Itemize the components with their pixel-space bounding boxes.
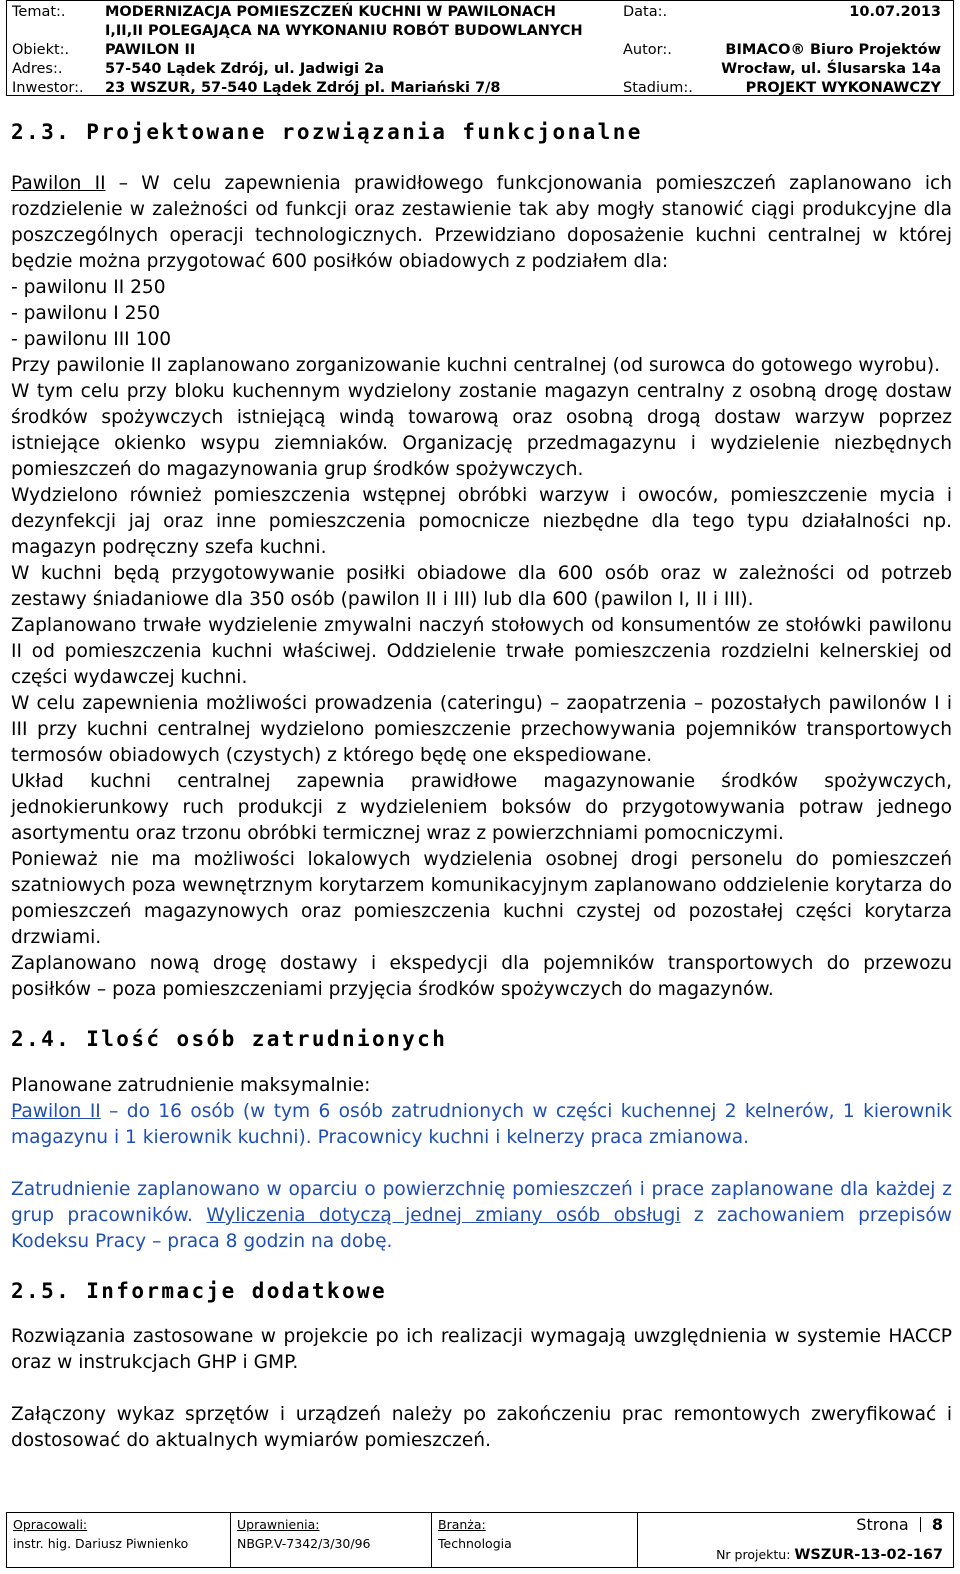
page-number: [856, 1515, 943, 1535]
project-number: [716, 1546, 943, 1564]
paragraph: Układ kuchni centralnej zapewnia prawidłowe magazynowanie środków spożywczych, jednokierunkowy ruch produkcji z wydzieleniem boksów do przygotowywania potraw jednego asortymentu oraz trzonu obróbki termicznej wraz z powierzchniami pomocniczymi.: [11, 771, 952, 844]
pawilon-ii-label: Pawilon II: [11, 173, 106, 194]
project-number-label: Nr projektu:: [716, 1547, 791, 1562]
document-body: [11, 118, 952, 1454]
autor-value-line2: Wrocław, ul. Ślusarska 14a: [721, 61, 941, 77]
section-heading-2-5: 2.5. Informacje dodatkowe: [11, 1279, 388, 1303]
inwestor-label: Inwestor:.: [12, 80, 84, 96]
list-item: - pawilonu I 250: [11, 303, 161, 324]
document-header: [6, 0, 954, 96]
document-footer: [6, 1512, 954, 1568]
inwestor-value: 23 WSZUR, 57-540 Lądek Zdrój pl. Mariański 7/8: [105, 80, 501, 96]
opracowal-value: instr. hig. Dariusz Piwnienko: [13, 1536, 189, 1551]
obiekt-label: Obiekt:.: [12, 42, 70, 58]
list-item: - pawilonu II 250: [11, 277, 166, 298]
stadium-label: Stadium:.: [623, 80, 693, 96]
paragraph: Zaplanowano nową drogę dostawy i ekspedycji dla pojemników transportowych do przewozu posiłków – poza pomieszczeniami przyjęcia środków spożywczych do magazynów.: [11, 953, 952, 1000]
autor-value-line1: BIMACO® Biuro Projektów: [725, 42, 941, 58]
obiekt-value: PAWILON II: [105, 42, 196, 58]
list-item: - pawilonu III 100: [11, 329, 172, 350]
paragraph: W kuchni będą przygotowywanie posiłki obiadowe dla 600 osób oraz w zależności od potrzeb zestawy śniadaniowe dla 350 osób (pawilon II i III) lub dla 600 (pawilon I, II i III).: [11, 563, 952, 610]
staffing-text-a: Zatrudnienie zaplanowano w oparciu o powierzchnię pomieszczeń i prace zaplanowane dla każdej z grup pracowników.: [11, 1179, 952, 1226]
temat-label: Temat:.: [12, 4, 66, 20]
paragraph: Planowane zatrudnienie maksymalnie:: [11, 1075, 371, 1096]
section-heading-2-4: 2.4. Ilość osób zatrudnionych: [11, 1027, 448, 1051]
paragraph-intro-text: – W celu zapewnienia prawidłowego funkcjonowania pomieszczeń zaplanowano ich rozdzielenie w zależności od funkcji oraz zestawienie tak aby mogły stanowić ciągi produkcyjne dla poszczególnych operacji technologicznych. Przewidziano doposażenie kuchni centralnej w której będzie można przygotować 600 posiłków obiadowych z podziałem dla:: [11, 173, 952, 272]
paragraph-staffing-basis: [11, 1177, 952, 1255]
data-label: Data:.: [623, 4, 668, 20]
paragraph-staff: [11, 1099, 952, 1151]
branza-value: Technologia: [438, 1536, 512, 1551]
paragraph-staff-text: – do 16 osób (w tym 6 osób zatrudnionych w części kuchennej 2 kelnerów, 1 kierownik magazynu i 1 kierownik kuchni). Pracownicy kuchni i kelnerzy praca zmianowa.: [11, 1101, 952, 1148]
paragraph: Rozwiązania zastosowane w projekcie po ich realizacji wymagają uwzględnienia w systemie HACCP oraz w instrukcjach GHP i GMP.: [11, 1326, 952, 1373]
footer-discipline-cell: [432, 1513, 638, 1567]
footer-author-cell: [7, 1513, 231, 1567]
data-value: 10.07.2013: [849, 4, 941, 20]
adres-label: Adres:.: [12, 61, 63, 77]
staffing-text-b: z zachowaniem przepisów Kodeksu Pracy – praca 8 godzin na dobę.: [11, 1205, 952, 1252]
paragraph: Wydzielono również pomieszczenia wstępnej obróbki warzyw i owoców, pomieszczenie mycia i dezynfekcji jaj oraz inne pomieszczenia pomocnicze niezbędne dla tego typu działalności np. magazyn podręczny szefa kuchni.: [11, 485, 952, 558]
paragraph: W tym celu przy bloku kuchennym wydzielony zostanie magazyn centralny z osobną drogę dostaw środków spożywczych istniejącą windą towarową oraz osobną drogą dostaw warzyw poprzez istniejące okienko wsypu ziemniaków. Organizację przedmagazynu i wydzielenie niezbędnych pomieszczeń do magazynowania grup środków spożywczych.: [11, 381, 952, 480]
staffing-text-underlined: Wyliczenia dotyczą jednej zmiany osób obsługi: [206, 1205, 681, 1226]
opracowal-label: Opracowali:: [13, 1517, 88, 1532]
paragraph: W celu zapewnienia możliwości prowadzenia (cateringu) – zaopatrzenia – pozostałych pawilonów I i III przy kuchni centralnej wydzielono pomieszczenie przechowywania pojemników transportowych termosów obiadowych (czystych) z którego będę one ekspediowane.: [11, 693, 952, 766]
footer-permits-cell: [231, 1513, 432, 1567]
section-heading-2-3: 2.3. Projektowane rozwiązania funkcjonalne: [11, 120, 643, 144]
page-number-divider: [920, 1517, 921, 1532]
project-number-value: WSZUR-13-02-167: [794, 1547, 943, 1563]
paragraph: Zaplanowano trwałe wydzielenie zmywalni naczyń stołowych od konsumentów ze stołówki pawilonu II od pomieszczenia kuchni właściwej. Oddzielenie trwałe pomieszczenia rozdzielni kelnerskiej od części wydawczej kuchni.: [11, 615, 952, 688]
strona-value: 8: [931, 1515, 943, 1534]
stadium-value: PROJEKT WYKONAWCZY: [745, 80, 941, 96]
strona-label: Strona: [856, 1515, 909, 1534]
uprawnienia-value: NBGP.V-7342/3/30/96: [237, 1536, 371, 1551]
autor-label: Autor:.: [623, 42, 672, 58]
branza-label: Branża:: [438, 1517, 486, 1532]
paragraph: Przy pawilonie II zaplanowano zorganizowanie kuchni centralnej (od surowca do gotowego wyrobu).: [11, 355, 940, 376]
paragraph: Załączony wykaz sprzętów i urządzeń należy po zakończeniu prac remontowych zweryfikować i dostosować do aktualnych wymiarów pomieszczeń.: [11, 1404, 952, 1451]
adres-value: 57-540 Lądek Zdrój, ul. Jadwigi 2a: [105, 61, 385, 77]
temat-value-line2: I,II,II POLEGAJĄCA NA WYKONANIU ROBÓT BUDOWLANYCH: [105, 23, 583, 39]
uprawnienia-label: Uprawnienia:: [237, 1517, 320, 1532]
pawilon-ii-label: Pawilon II: [11, 1101, 101, 1122]
paragraph-intro: [11, 171, 952, 275]
paragraph: Ponieważ nie ma możliwości lokalowych wydzielenia osobnej drogi personelu do pomieszczeń szatniowych poza wewnętrznym korytarzem komunikacyjnym zaplanowano oddzielenie korytarza do pomieszczeń magazynowych oraz pomieszczenia kuchni czystej od pozostałej części korytarza drzwiami.: [11, 849, 952, 948]
temat-value-line1: MODERNIZACJA POMIESZCZEŃ KUCHNI W PAWILONACH: [105, 4, 556, 20]
